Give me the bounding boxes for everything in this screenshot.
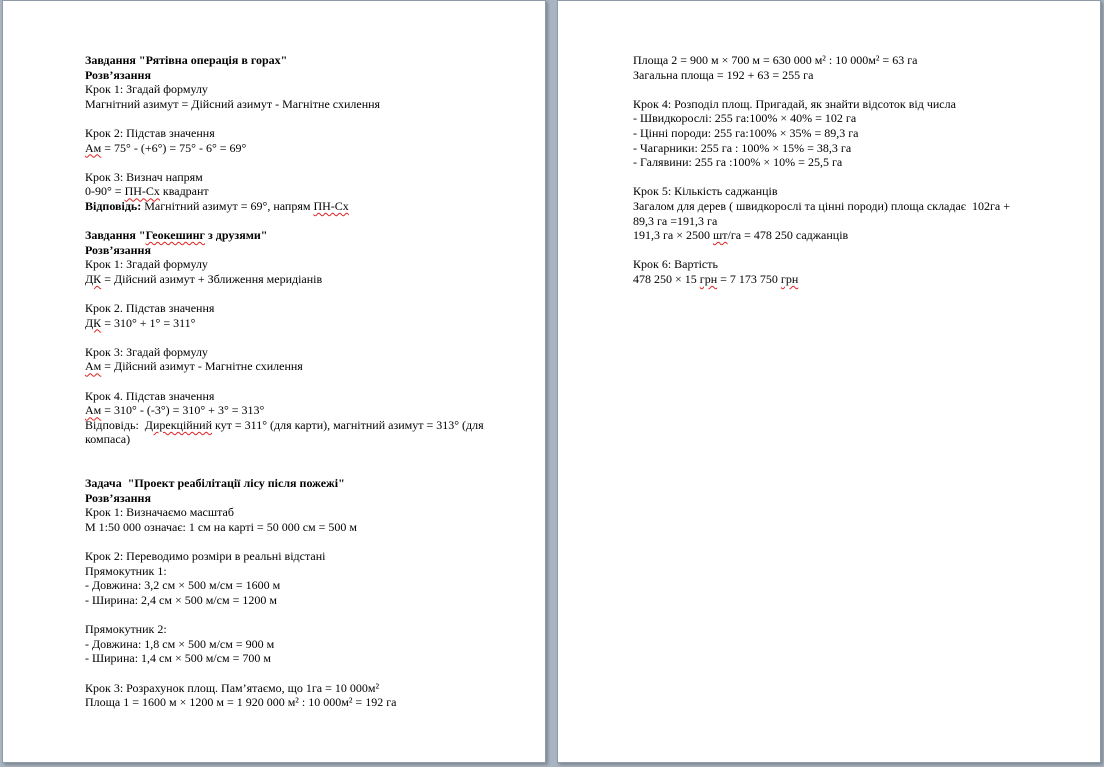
text-run: Магнітний азимут = Дійсний азимут - Магнітне схилення — [85, 96, 381, 111]
text-run: Розв’язання — [85, 242, 151, 257]
text-line — [85, 491, 525, 506]
text-run: Площа 1 = 1600 м × 1200 м = 1 920 000 м² : 10 000м² = 192 га — [85, 695, 397, 710]
text-run: Крок 1: Визначаємо масштаб — [85, 505, 234, 520]
text-line — [85, 82, 525, 97]
text-line — [85, 199, 525, 214]
text-line — [85, 155, 525, 170]
text-line — [633, 214, 1053, 229]
text-line — [85, 374, 525, 389]
text-run: - Цінні породи: 255 га:100% × 35% = 89,3 га — [633, 125, 859, 140]
text-run: Прямокутник 2: — [85, 622, 167, 637]
text-line — [85, 359, 525, 374]
text-run: Загальна площа = 192 + 63 = 255 га — [633, 67, 814, 82]
text-run: - Довжина: 1,8 см × 500 м/см = 900 м — [85, 636, 275, 651]
text-line — [85, 681, 525, 696]
text-line — [85, 184, 525, 199]
text-run: - Ширина: 2,4 см × 500 м/см = 1200 м — [85, 592, 277, 607]
text-line — [633, 111, 1053, 126]
text-line — [85, 141, 525, 156]
misspelled-word: грн — [699, 271, 718, 286]
text-run: Крок 4. Підстав значення — [85, 388, 215, 403]
text-run: 191,3 га × 2500 — [633, 228, 714, 243]
text-line — [633, 68, 1053, 83]
text-run: Крок 6: Вартість — [633, 257, 718, 272]
text-run: = Дійсний азимут - Магнітне схилення — [101, 359, 303, 374]
text-run: = 310° + 1° = 311° — [101, 315, 196, 330]
text-line — [85, 418, 525, 433]
text-line — [85, 666, 525, 681]
text-line — [85, 593, 525, 608]
text-line — [85, 287, 525, 302]
text-line — [85, 403, 525, 418]
text-run: Магнітний азимут = 69°, напрям — [141, 198, 314, 213]
misspelled-word: ДК — [85, 271, 102, 286]
text-run: Крок 2. Підстав значення — [85, 301, 215, 316]
text-run: з друзями" — [204, 228, 268, 243]
text-run: /га = 478 250 саджанців — [727, 228, 849, 243]
text-line — [85, 257, 525, 272]
text-line — [85, 272, 525, 287]
text-run: Крок 5: Кількість саджанців — [633, 184, 778, 199]
misspelled-word: грн — [780, 271, 799, 286]
text-line — [633, 170, 1053, 185]
text-line — [85, 243, 525, 258]
text-line — [85, 345, 525, 360]
text-run: Розв’язання — [85, 490, 151, 505]
misspelled-word: Геокешинг — [145, 228, 205, 243]
text-line — [85, 622, 525, 637]
text-run: Відповідь: — [85, 417, 145, 432]
text-line — [85, 608, 525, 623]
misspelled-word: Ам — [85, 140, 102, 155]
text-run: квадрант — [159, 184, 209, 199]
misspelled-word: ДК — [85, 315, 102, 330]
text-line — [85, 214, 525, 229]
text-run: - Галявини: 255 га :100% × 10% = 25,5 га — [633, 155, 843, 170]
text-run: Завдання "Рятівна операція в горах" — [85, 53, 288, 67]
text-line — [85, 578, 525, 593]
text-line — [85, 97, 525, 112]
text-line — [633, 228, 1053, 243]
text-run: Крок 4: Розподіл площ. Пригадай, як знайти відсоток від числа — [633, 96, 956, 111]
text-line — [633, 53, 1053, 68]
misspelled-word: Дирекційний — [144, 417, 212, 432]
text-run: Відповідь: — [85, 198, 142, 213]
text-line — [85, 53, 525, 68]
text-line — [85, 228, 525, 243]
text-line — [633, 126, 1053, 141]
text-line — [633, 97, 1053, 112]
text-line — [85, 170, 525, 185]
text-run: 89,3 га =191,3 га — [633, 213, 718, 228]
misspelled-word: Ам — [85, 359, 102, 374]
text-run: Площа 2 = 900 м × 700 м = 630 000 м² : 10 000м² = 63 га — [633, 53, 918, 67]
text-line — [85, 330, 525, 345]
text-run: Завдання " — [85, 228, 146, 243]
document-page-1[interactable] — [2, 0, 546, 763]
text-run: Крок 1: Згадай формулу — [85, 257, 208, 272]
misspelled-word: шт — [713, 228, 728, 243]
text-line — [633, 82, 1053, 97]
text-run: Задача "Проект реабілітації лісу після пожежі" — [85, 476, 345, 491]
text-run: 0-90° = — [85, 184, 125, 199]
text-line — [633, 184, 1053, 199]
text-run: Розв’язання — [85, 67, 151, 82]
text-line — [85, 651, 525, 666]
text-run: кут = 311° (для карти), магнітний азимут = 313° (для — [212, 417, 484, 432]
text-line — [85, 301, 525, 316]
text-line — [633, 155, 1053, 170]
text-run: 478 250 × 15 — [633, 271, 700, 286]
text-line — [633, 199, 1053, 214]
text-run: = 7 173 750 — [717, 271, 781, 286]
text-line — [85, 126, 525, 141]
text-run: компаса) — [85, 432, 131, 447]
misspelled-word: Ам — [85, 403, 102, 418]
text-line — [85, 549, 525, 564]
text-run: - Ширина: 1,4 см × 500 м/см = 700 м — [85, 651, 271, 666]
text-line — [85, 535, 525, 550]
page-1-text — [85, 53, 525, 710]
text-line — [85, 447, 525, 462]
text-run: Крок 3: Згадай формулу — [85, 344, 208, 359]
text-line — [85, 695, 525, 710]
text-line — [633, 257, 1053, 272]
text-run: = 75° - (+6°) = 75° - 6° = 69° — [101, 140, 247, 155]
text-run: Крок 3: Визнач напрям — [85, 169, 203, 184]
text-run: Прямокутник 1: — [85, 563, 167, 578]
text-run: Крок 3: Розрахунок площ. Пам’ятаємо, що 1га = 10 000м² — [85, 680, 380, 695]
text-run: - Чагарники: 255 га : 100% × 15% = 38,3 га — [633, 140, 852, 155]
text-run: Загалом для дерев ( швидкорослі та цінні породи) площа складає 102га + — [633, 198, 1010, 213]
text-line — [85, 505, 525, 520]
text-line — [633, 243, 1053, 258]
text-run: Крок 2: Переводимо розміри в реальні відстані — [85, 549, 326, 564]
misspelled-word: ПН-Сх — [313, 198, 349, 213]
text-line — [85, 389, 525, 404]
text-run: Крок 1: Згадай формулу — [85, 82, 208, 97]
misspelled-word: ПН-Сх — [124, 184, 160, 199]
text-line — [85, 316, 525, 331]
text-run: Крок 2: Підстав значення — [85, 125, 215, 140]
document-page-2[interactable] — [557, 0, 1101, 763]
text-run: - Довжина: 3,2 см × 500 м/см = 1600 м — [85, 578, 281, 593]
text-line — [85, 476, 525, 491]
text-line — [633, 272, 1053, 287]
text-line — [85, 520, 525, 535]
text-line — [633, 141, 1053, 156]
text-run: = Дійсний азимут + Зближення меридіанів — [101, 271, 323, 286]
text-line — [85, 462, 525, 477]
page-2-text — [633, 53, 1053, 287]
text-line — [85, 111, 525, 126]
text-line — [85, 432, 525, 447]
text-line — [85, 564, 525, 579]
text-line — [85, 637, 525, 652]
text-run: - Швидкорослі: 255 га:100% × 40% = 102 га — [633, 111, 857, 126]
text-line — [85, 68, 525, 83]
text-run: М 1:50 000 означає: 1 см на карті = 50 000 см = 500 м — [85, 520, 357, 534]
text-run: = 310° - (-3°) = 310° + 3° = 313° — [101, 403, 265, 418]
